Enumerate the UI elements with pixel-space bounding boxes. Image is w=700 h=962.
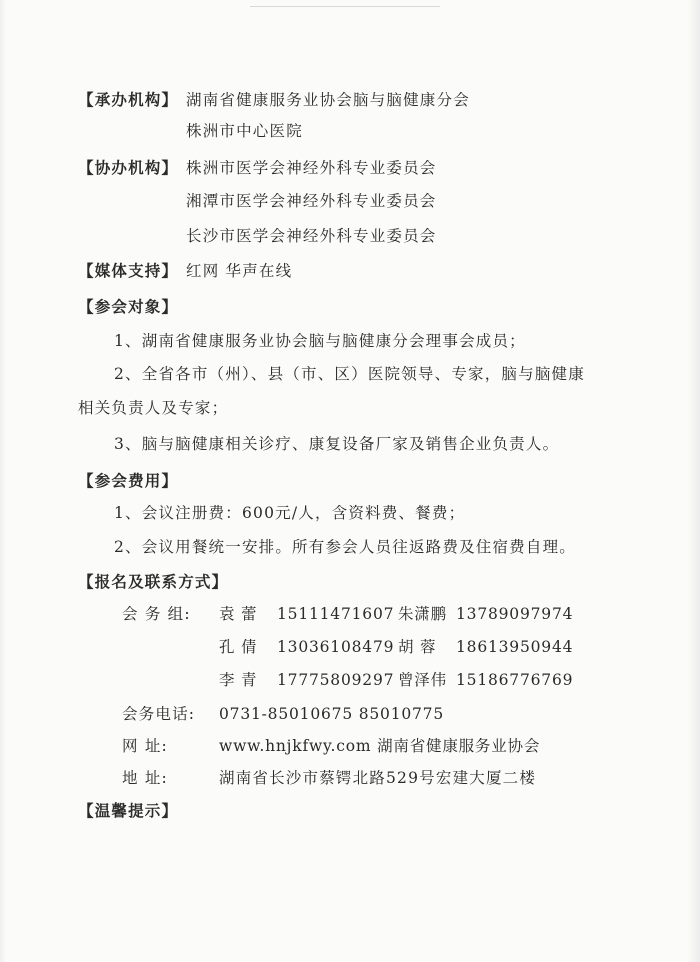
media-label: 【媒体支持】 bbox=[78, 261, 179, 280]
contact-name: 朱潇鹏 bbox=[398, 605, 447, 623]
co-organizer-item-1: 株洲市医学会神经外科专业委员会 bbox=[186, 159, 437, 177]
attendees-label: 【参会对象】 bbox=[78, 297, 179, 316]
attendees-item-2a: 2、全省各市（州）、县（市、区）医院领导、专家，脑与脑健康 bbox=[114, 365, 585, 383]
address-value: 湖南省长沙市蔡锷北路529号宏建大厦二楼 bbox=[219, 769, 537, 787]
co-organizer-label: 【协办机构】 bbox=[78, 158, 179, 177]
contact-phone: 17775809297 bbox=[277, 671, 395, 689]
organizer-label: 【承办机构】 bbox=[78, 90, 179, 109]
tel-value: 0731-85010675 85010775 bbox=[219, 705, 444, 723]
contact-phone: 15111471607 bbox=[277, 605, 395, 623]
co-organizer-item-3: 长沙市医学会神经外科专业委员会 bbox=[186, 227, 437, 245]
contact-phone: 13036108479 bbox=[277, 638, 395, 656]
attendees-item-1: 1、湖南省健康服务业协会脑与脑健康分会理事会成员； bbox=[114, 332, 526, 350]
scan-left-edge bbox=[0, 0, 6, 962]
contact-name: 曾泽伟 bbox=[398, 671, 447, 689]
web-label: 网 址: bbox=[122, 737, 168, 755]
media-value: 红网 华声在线 bbox=[186, 262, 293, 280]
fees-label: 【参会费用】 bbox=[78, 471, 179, 490]
fees-item-1: 1、会议注册费：600元/人，含资料费、餐费； bbox=[114, 504, 466, 522]
scan-right-edge bbox=[688, 0, 700, 962]
attendees-item-2b: 相关负责人及专家； bbox=[78, 399, 229, 417]
contact-name: 胡 蓉 bbox=[398, 638, 437, 656]
organizer-item-2: 株洲市中心医院 bbox=[186, 122, 303, 140]
contact-phone: 13789097974 bbox=[456, 605, 574, 623]
tips-label: 【温馨提示】 bbox=[78, 801, 179, 820]
scan-artifact-line bbox=[250, 6, 440, 7]
contact-name: 李 青 bbox=[219, 671, 258, 689]
address-label: 地 址: bbox=[122, 769, 168, 787]
registration-label: 【报名及联系方式】 bbox=[78, 572, 229, 591]
organizer-item-1: 湖南省健康服务业协会脑与脑健康分会 bbox=[186, 91, 470, 109]
contact-name: 袁 蕾 bbox=[219, 605, 258, 623]
fees-item-2: 2、会议用餐统一安排。所有参会人员往返路费及住宿费自理。 bbox=[114, 538, 576, 556]
tel-label: 会务电话: bbox=[122, 705, 196, 723]
contact-phone: 18613950944 bbox=[456, 638, 574, 656]
group-label: 会 务 组: bbox=[122, 605, 191, 623]
web-value: www.hnjkfwy.com 湖南省健康服务业协会 bbox=[219, 737, 541, 755]
contact-phone: 15186776769 bbox=[456, 671, 574, 689]
co-organizer-item-2: 湘潭市医学会神经外科专业委员会 bbox=[186, 192, 437, 210]
contact-name: 孔 倩 bbox=[219, 638, 258, 656]
attendees-item-3: 3、脑与脑健康相关诊疗、康复设备厂家及销售企业负责人。 bbox=[114, 435, 560, 453]
